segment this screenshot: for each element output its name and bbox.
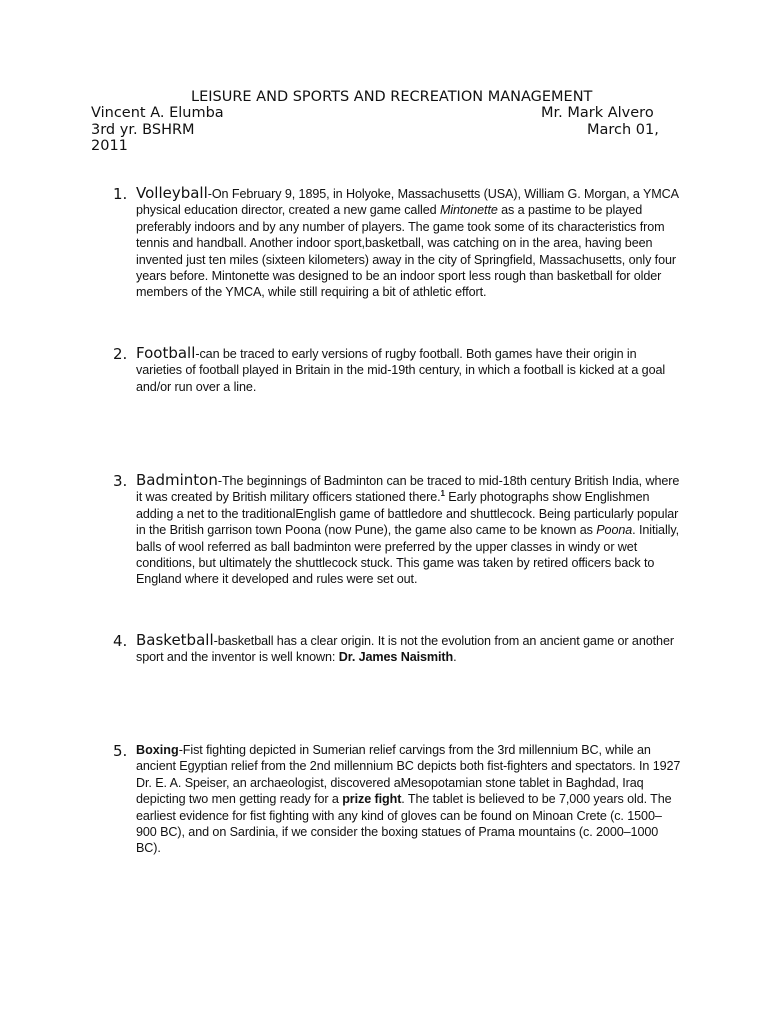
author-name: Vincent A. Elumba bbox=[91, 105, 224, 121]
item-italic-term: Mintonette bbox=[439, 203, 498, 218]
item-paragraph bbox=[136, 185, 681, 301]
item-text: Early photographs show Englishmen adding a net to the traditionalEnglish game of battledore and shuttlecock. Being particularly popular in the British garrison town Poona (now Pune), the game also came to be known as bbox=[136, 490, 679, 538]
item-text: . Initially, balls of wool referred as ball badminton were preferred by the upper classes in windy or wet conditions, but ultimately the shuttlecock stuck. This game was taken by retired officers back to England where it developed and rules were set out. bbox=[136, 523, 680, 587]
item-text: . The tablet is believed to be 7,000 years old. The earliest evidence for fist fighting with any kind of gloves can be found on Minoan Crete (c. 1500–900 BC), and on Sardinia, if we consider the boxing statues of Prama mountains (c. 2000–1000 BC). bbox=[136, 792, 672, 856]
item-title-basketball: Basketball bbox=[136, 631, 214, 649]
item-paragraph bbox=[136, 472, 681, 588]
date-year: 2011 bbox=[91, 138, 128, 154]
item-number: 2. bbox=[113, 345, 128, 363]
item-text-end: . bbox=[453, 650, 457, 665]
footnote-marker: 1 bbox=[440, 489, 445, 499]
item-paragraph bbox=[136, 742, 681, 857]
item-text: as a pastime to be played preferably indoors and by any number of players. The game took some of its characteristics from tennis and handball. Another indoor sport,basketball, was catching on in the area, having been invented just ten miles (sixteen kilometers) away in the city of Springfield, Massachusetts, only four years before. Mintonette was designed to be an indoor sport less rough than basketball for older members of the YMCA, while still requiring a bit of athletic effort. bbox=[136, 203, 676, 300]
item-italic-term: Poona bbox=[596, 523, 633, 538]
item-bold-term: Dr. James Naismith bbox=[338, 650, 454, 665]
item-text: -Fist fighting depicted in Sumerian relief carvings from the 3rd millennium BC, while an ancient Egyptian relief from the 2nd millennium BC depicts both fist-fighters and spectators. In 1927 Dr. E. A. Speiser, an archaeologist, discovered aMesopotamian stone tablet in Baghdad, Iraq depicting two men getting ready for a bbox=[136, 743, 681, 807]
item-text: -basketball has a clear origin. It is not the evolution from an ancient game or another sport and the inventor is well known: bbox=[136, 634, 674, 665]
item-title-badminton: Badminton bbox=[136, 471, 218, 489]
year-course: 3rd yr. BSHRM bbox=[91, 122, 195, 138]
item-title-volleyball: Volleyball bbox=[136, 184, 208, 202]
item-text: -can be traced to early versions of rugby football. Both games have their origin in varieties of football played in Britain in the mid-19th century, in which a football is kicked at a goal and/or run over a line. bbox=[136, 347, 666, 394]
item-text: -The beginnings of Badminton can be traced to mid-18th century British India, where it was created by British military officers stationed there. bbox=[136, 474, 680, 505]
item-title-boxing: Boxing bbox=[136, 743, 179, 757]
item-bold-term: prize fight bbox=[342, 792, 402, 807]
item-number: 4. bbox=[113, 632, 128, 650]
date-month-day: March 01, bbox=[587, 122, 659, 138]
item-number: 1. bbox=[113, 185, 128, 203]
document-title: LEISURE AND SPORTS AND RECREATION MANAGEMENT bbox=[191, 89, 593, 105]
item-text: -On February 9, 1895, in Holyoke, Massachusetts (USA), William G. Morgan, a YMCA physical education director, created a new game called bbox=[136, 187, 679, 218]
item-paragraph bbox=[136, 345, 681, 395]
item-number: 3. bbox=[113, 472, 128, 490]
item-paragraph bbox=[136, 632, 681, 666]
instructor-name: Mr. Mark Alvero bbox=[541, 105, 654, 121]
item-title-football: Football bbox=[136, 344, 196, 362]
item-number: 5. bbox=[113, 742, 128, 760]
